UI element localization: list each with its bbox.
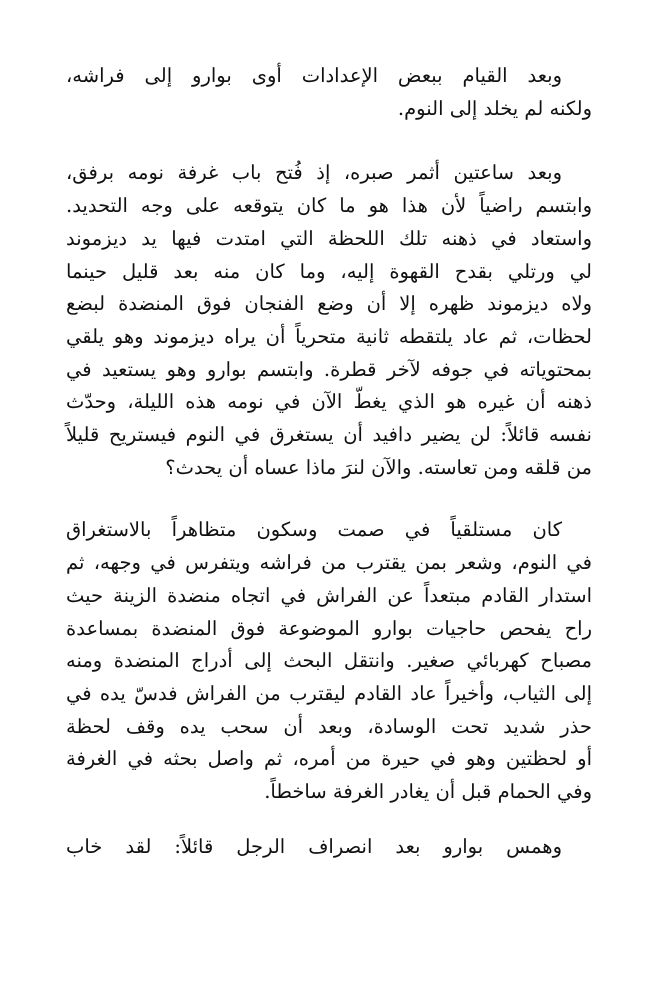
paragraph-3: [66, 514, 592, 808]
text-line: كان مستلقياً في صمت وسكون متظاهراً بالاستغراق: [66, 518, 562, 542]
paragraph-4: [66, 831, 592, 864]
paragraph-2: [66, 157, 592, 484]
text-line: نفسه قائلاً: لن يضير دافيد أن يستغرق في النوم فيستريح قليلاً: [66, 423, 592, 447]
text-line: حذر شديد تحت الوسادة، وبعد أن سحب يده وقف لحظة: [66, 714, 592, 738]
text-line: ولاه ديزموند ظهره إلا أن وضع الفنجان فوق المنضدة لبضع: [66, 292, 592, 316]
text-line: مصباح كهربائي صغير. وانتقل البحث إلى أدراج المنضدة ومنه: [66, 649, 592, 673]
text-line: لي ورتلي بقدح القهوة إليه، وما كان منه بعد قليل حينما: [66, 259, 592, 283]
text-line: في النوم، وشعر بمن يقترب من فراشه ويتفرس في وجهه، ثم: [66, 551, 592, 575]
text-line: وبعد ساعتين أثمر صبره، إذ فُتح باب غرفة نومه برفق،: [66, 161, 562, 185]
text-line: إلى الثياب، وأخيراً عاد القادم ليقترب من الفراش فدسّ يده في: [66, 681, 592, 705]
text-line: أو لحظتين وهو في حيرة من أمره، ثم واصل بحثه في الغرفة: [66, 747, 592, 771]
text-line: ذهنه أن غيره هو الذي يغطّ الآن في نومه هذه الليلة، وحدّث: [66, 390, 592, 414]
text-line: واستعاد في ذهنه تلك اللحظة التي امتدت فيها يد ديزموند: [66, 226, 592, 250]
text-line: استدار القادم مبتعداً عن الفراش في اتجاه منضدة الزينة حيث: [66, 583, 592, 607]
text-line: لحظات، ثم عاد يلتقطه ثانية متحرياً أن يراه ديزموند وهو يلقي: [66, 324, 592, 348]
text-line: من قلقه ومن تعاسته. والآن لنرَ ماذا عساه أن يحدث؟: [165, 455, 592, 479]
text-line: وبعد القيام ببعض الإعدادات أوى بوارو إلى فراشه،: [66, 64, 562, 87]
text-line: راح يفحص حاجيات بوارو الموضوعة فوق المنضدة بمساعدة: [66, 616, 592, 640]
paragraph-1: [66, 60, 592, 125]
text-line: ولكنه لم يخلد إلى النوم.: [397, 96, 592, 120]
text-line: وفي الحمام قبل أن يغادر الغرفة ساخطاً.: [264, 780, 592, 804]
text-line: وابتسم راضياً لأن هذا هو ما كان يتوقعه على وجه التحديد.: [66, 194, 592, 218]
text-line: وهمس بوارو بعد انصراف الرجل قائلاً: لقد خاب: [66, 834, 562, 858]
text-line: بمحتوياته في جوفه لآخر قطرة. وابتسم بوارو وهو يستعيد في: [66, 357, 592, 381]
document-page: [66, 60, 592, 894]
